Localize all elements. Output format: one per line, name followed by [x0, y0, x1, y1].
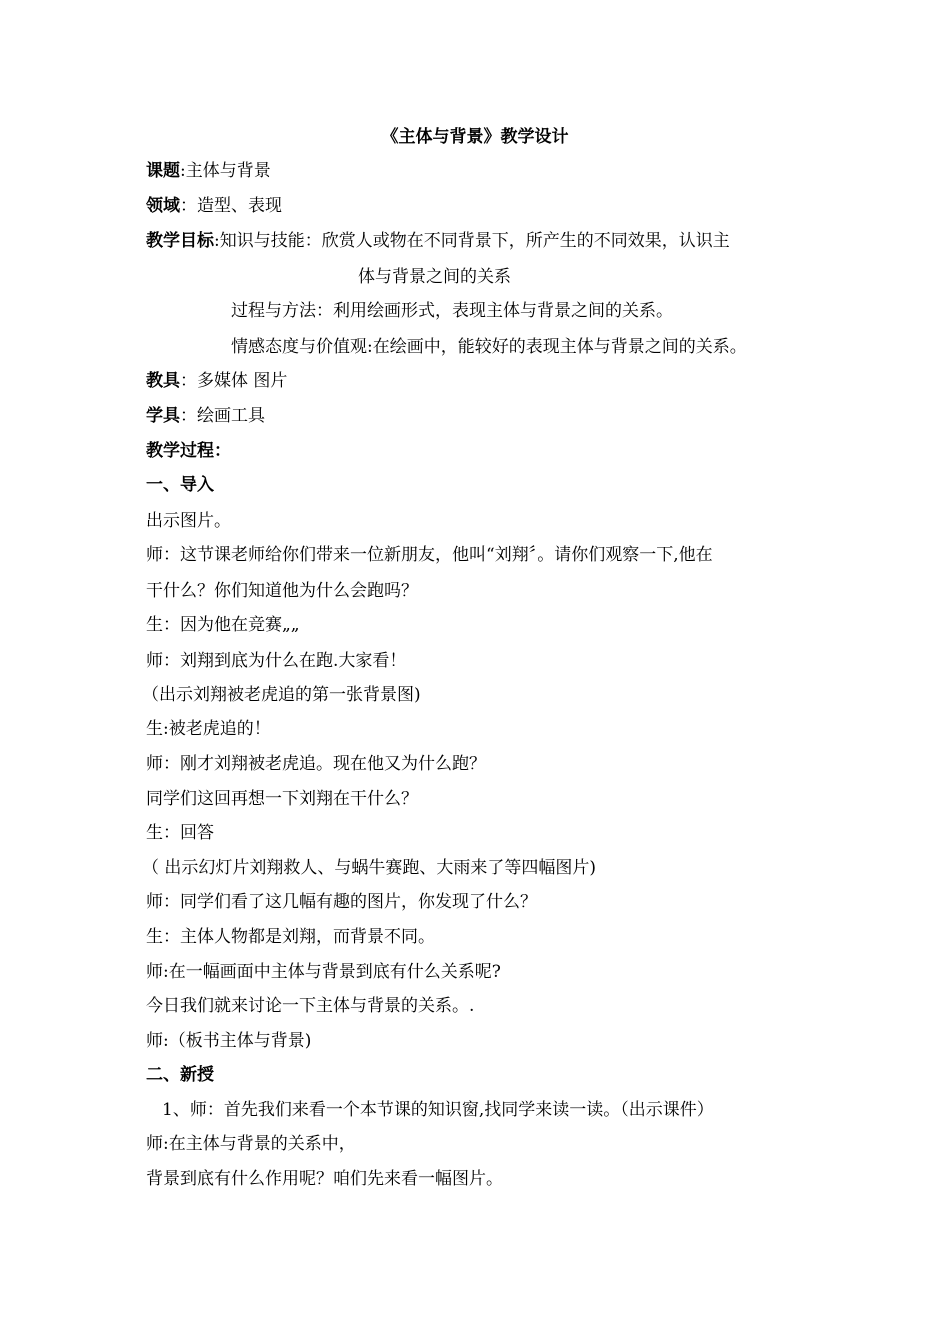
line-attitude: 情感态度与价值观:在绘画中，能较好的表现主体与背景之间的关系。: [231, 337, 747, 357]
heading-new-lesson: 二、新授: [146, 1065, 214, 1085]
paragraph-line: 干什么？你们知道他为什么会跑吗？: [146, 581, 418, 601]
document-title: 《主体与背景》教学设计: [381, 127, 569, 147]
paragraph-line: 生：因为他在竞赛„„: [146, 615, 300, 635]
text: ：多媒体 图片: [180, 371, 288, 391]
paragraph-line: （出示刘翔被老虎追的第一张背景图): [142, 685, 421, 705]
paragraph-line: 师：刚才刘翔被老虎追。现在他又为什么跑？: [146, 754, 486, 774]
label: 课题: [146, 161, 180, 181]
paragraph-line: 背景到底有什么作用呢？咱们先来看一幅图片。: [146, 1169, 503, 1189]
text: :知识与技能：欣赏人或物在不同背景下，所产生的不同效果，认识主: [214, 231, 730, 251]
paragraph-line: 师：这节课老师给你们带来一位新朋友，他叫“刘翔〞。请你们观察一下,他在: [146, 545, 713, 565]
paragraph-line: 师:（板书主体与背景): [146, 1031, 312, 1051]
text: ：绘画工具: [180, 406, 265, 426]
paragraph-line: 师:在主体与背景的关系中，: [146, 1134, 356, 1154]
paragraph-line: 今日我们就来讨论一下主体与背景的关系。.: [146, 996, 475, 1016]
label: 领域: [146, 196, 180, 216]
line-domain: [146, 195, 282, 217]
text: ：造型、表现: [180, 196, 282, 216]
heading-intro: 一、导入: [146, 475, 214, 495]
paragraph-line: 师：同学们看了这几幅有趣的图片，你发现了什么？: [146, 892, 537, 912]
paragraph-line: 师：刘翔到底为什么在跑.大家看！: [146, 651, 407, 671]
label: 教具: [146, 371, 180, 391]
line-objectives: [146, 230, 730, 252]
paragraph-line: 同学们这回再想一下刘翔在干什么？: [146, 789, 418, 809]
line-teaching-aids: [146, 370, 287, 392]
text: :主体与背景: [180, 161, 271, 181]
paragraph-line: 生：回答: [146, 823, 214, 843]
label: 教学目标: [146, 231, 214, 251]
paragraph-line: 师:在一幅画面中主体与背景到底有什么关系呢?: [146, 962, 501, 982]
line-process-method: 过程与方法：利用绘画形式，表现主体与背景之间的关系。: [231, 301, 673, 321]
paragraph-line: 生：主体人物都是刘翔，而背景不同。: [146, 927, 435, 947]
paragraph-line: 出示图片。: [146, 511, 231, 531]
line-objectives-cont: 体与背景之间的关系: [358, 267, 511, 287]
paragraph-line: 1、师：首先我们来看一个本节课的知识窗,找同学来读一读。（出示课件）: [162, 1100, 714, 1120]
heading-process: 教学过程：: [146, 441, 231, 461]
paragraph-line: 生:被老虎追的！: [146, 719, 271, 739]
line-learning-tools: [146, 405, 265, 427]
label: 学具: [146, 406, 180, 426]
paragraph-line: （ 出示幻灯片刘翔救人、与蜗牛赛跑、大雨来了等四幅图片): [142, 858, 597, 878]
line-subject: [146, 160, 271, 182]
